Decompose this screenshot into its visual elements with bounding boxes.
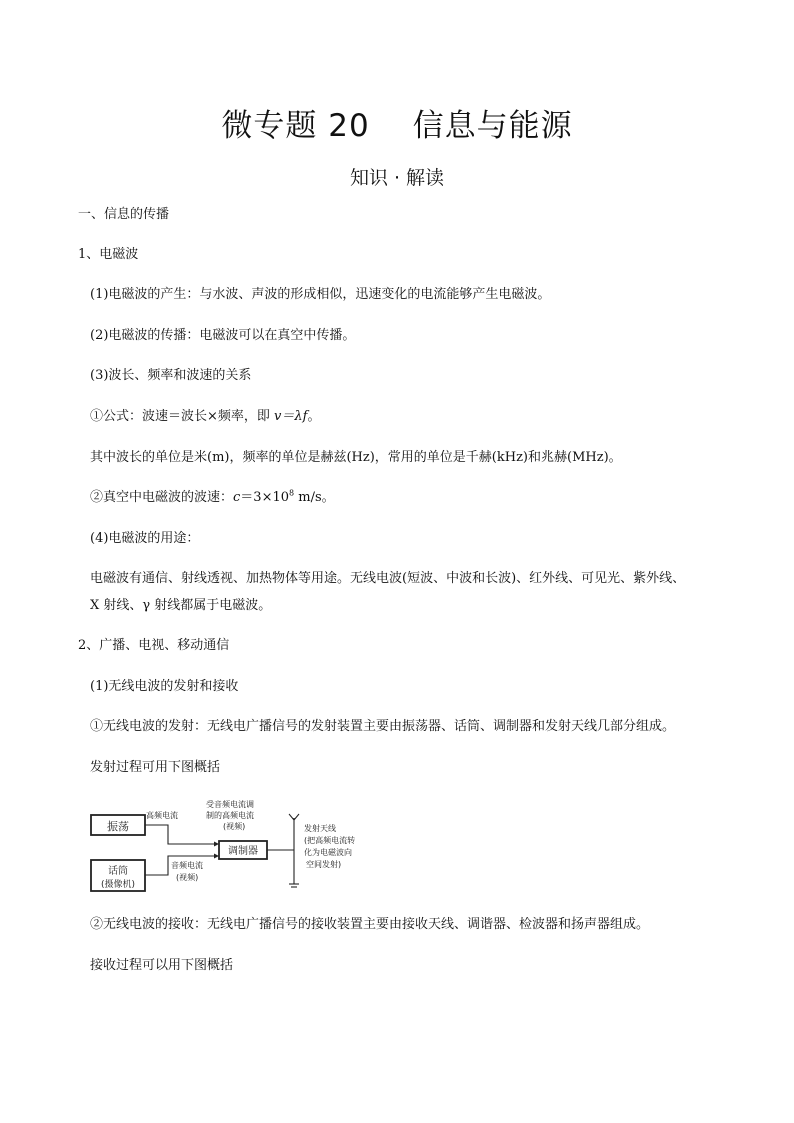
microphone-label: 话筒 (108, 866, 128, 877)
formula-suffix: 。 (307, 409, 321, 424)
modulated-label-3: (视频) (223, 822, 246, 831)
oscillator-label: 振荡 (107, 820, 129, 833)
formula-paragraph (90, 408, 320, 426)
formula-prefix: ①公式：波速＝波长×频率，即 (90, 409, 275, 424)
section-heading: 一、信息的传播 (78, 207, 170, 222)
antenna-label-3: 化为电磁波向 (304, 848, 352, 857)
modulated-label-1: 受音频电流调 (206, 800, 254, 809)
subsection-heading: 2、广播、电视、移动通信 (78, 638, 230, 653)
af-current-sublabel: (视频) (176, 873, 199, 882)
formula: v＝λf (274, 409, 308, 424)
antenna-right-arm (294, 814, 299, 820)
speed-unit: m/s。 (294, 490, 335, 505)
paragraph: (1)电磁波的产生：与水波、声波的形成相似，迅速变化的电流能够产生电磁波。 (90, 287, 551, 302)
paragraph: 发射过程可用下图概括 (90, 760, 221, 775)
page-title: 微专题 20 信息与能源 (221, 108, 573, 144)
hf-connector (145, 825, 214, 844)
section-subtitle: 知识 · 解读 (349, 167, 445, 189)
microphone-sublabel: (摄像机) (100, 880, 136, 890)
paragraph: (1)无线电波的发射和接收 (90, 679, 239, 694)
antenna-label-2: (把高频电流转 (304, 836, 356, 845)
hf-current-label: 高频电流 (146, 811, 178, 820)
speed-prefix: ②真空中电磁波的波速： (90, 490, 234, 505)
antenna-label-4: 空间发射) (306, 860, 342, 869)
paragraph: (3)波长、频率和波速的关系 (90, 368, 252, 383)
paragraph: (4)电磁波的用途： (90, 531, 200, 546)
speed-value: ＝3×10 (240, 490, 290, 505)
speed-symbol: c (233, 490, 241, 505)
modulator-label: 调制器 (228, 846, 258, 857)
subsection-heading: 1、电磁波 (78, 247, 139, 262)
af-current-label: 音频电流 (171, 861, 203, 870)
antenna-left-arm (289, 814, 294, 820)
transmission-diagram (86, 796, 406, 896)
speed-exponent: 8 (289, 488, 295, 498)
paragraph: 接收过程可以用下图概括 (90, 958, 234, 973)
paragraph: ①无线电波的发射：无线电广播信号的发射装置主要由振荡器、话筒、调制器和发射天线几部分组成。 (90, 719, 676, 734)
paragraph: (2)电磁波的传播：电磁波可以在真空中传播。 (90, 328, 356, 343)
modulated-label-2: 制的高频电流 (206, 811, 254, 820)
antenna-label-1: 发射天线 (304, 824, 336, 833)
paragraph: X 射线、γ 射线都属于电磁波。 (90, 598, 272, 613)
paragraph: 其中波长的单位是米(m)，频率的单位是赫兹(Hz)，常用的单位是千赫(kHz)和兆赫(MHz)。 (90, 450, 622, 465)
speed-paragraph (90, 489, 335, 507)
paragraph: 电磁波有通信、射线透视、加热物体等用途。无线电波(短波、中波和长波)、红外线、可见光、紫外线、 (90, 571, 686, 586)
paragraph: ②无线电波的接收：无线电广播信号的接收装置主要由接收天线、调谐器、检波器和扬声器组成。 (90, 917, 650, 932)
